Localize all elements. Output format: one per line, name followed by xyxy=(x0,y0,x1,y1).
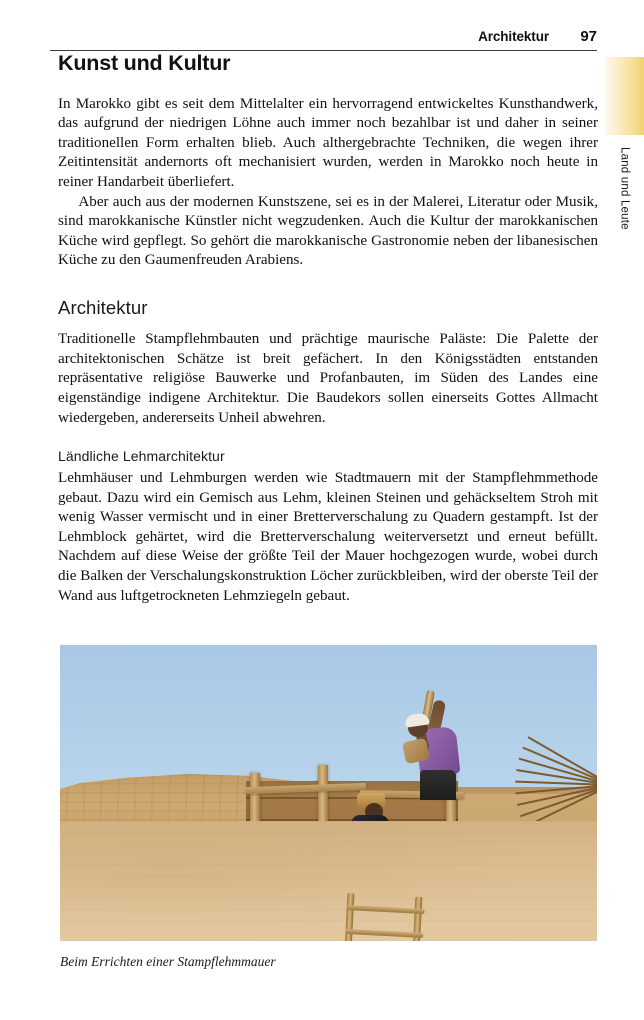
palm-thatch-bundle xyxy=(515,758,597,810)
subsection-heading-laendliche-lehmarchitektur: Ländliche Lehmarchitektur xyxy=(58,448,225,465)
running-head-row xyxy=(50,28,597,51)
ladder-rung xyxy=(347,905,425,914)
foreground-earth-wall-texture xyxy=(60,821,597,941)
thumb-tab-swatch xyxy=(605,57,644,135)
intro-paragraph-2: Aber auch aus der modernen Kunstszene, sei es in der Malerei, Literatur oder Musik, sind marokkanische Künstler nicht wegzudenken. Auch die Kultur der marokkanischen Küche wird gepflegt. So gehört die marokkanische Gastronomie neben der libanesischen Küche zu den Gaumenfreuden Arabiens. xyxy=(58,193,598,269)
photograph xyxy=(60,645,597,941)
intro-paragraph-1: In Marokko gibt es seit dem Mittelalter ein hervorragend entwickeltes Kunsthandwerk, das aufgrund der niedrigen Löhne auch immer noch bezahlbar ist und daher in seiner traditionellen Form erhalten blieb. Auch althergebrachte Techniken, die wegen ihrer Zeitintensität andernorts oft mechanisiert wurden, werden in Marokko noch heute in reiner Handarbeit überliefert. xyxy=(58,95,598,191)
page-number: 97 xyxy=(580,28,597,45)
page-title: Kunst und Kultur xyxy=(58,51,231,75)
figure-block xyxy=(60,645,597,970)
ladder-rung xyxy=(345,929,423,938)
thumb-tab-label-wrap xyxy=(605,145,644,285)
text-column xyxy=(58,52,598,606)
running-head xyxy=(50,28,597,52)
figure-caption: Beim Errichten einer Stampflehmmauer xyxy=(60,954,276,969)
wooden-ladder-lower xyxy=(345,893,426,941)
running-head-section: Architektur xyxy=(478,29,549,44)
section-paragraph: Traditionelle Stampflehmbauten und prächtige maurische Paläste: Die Palette der architektonischen Schätze ist breit gefächert. In den Königsstädten entstanden repräsentative religiöse Bauwerke und Profanbauten, im Süden des Landes eine eigenständige indigene Architektur. Die Baudekors sollen einerseits Gottes Allmacht wiedergeben, andererseits Unheil abwehren. xyxy=(58,331,598,426)
section-heading-architektur: Architektur xyxy=(58,296,148,318)
subsection-paragraph: Lehmhäuser und Lehmburgen werden wie Stadtmauern mit der Stampflehmmethode gebaut. Dazu wird ein Gemisch aus Lehm, kleinen Steinen und gehäckseltem Stroh mit wenig Wasser vermischt und in einer Bretterverschalung zu Quadern gestampft. Ist der Lehmblock gehärtet, wird die Bretterverschalung weiterversetzt und erneut befüllt. Nachdem auf diese Weise der größte Teil der Mauer hochgezogen wurde, wobei durch die Balken der Verschalungskonstruktion Löcher zurückbleiben, wird der oberste Teil der Wand aus luftgetrockneten Lehmziegeln gebaut. xyxy=(58,470,598,604)
thumb-tab-label: Land und Leute xyxy=(618,147,631,230)
worker-tamping xyxy=(400,692,480,800)
chapter-thumb-tab[interactable] xyxy=(605,57,644,287)
worker-trousers xyxy=(420,770,456,800)
